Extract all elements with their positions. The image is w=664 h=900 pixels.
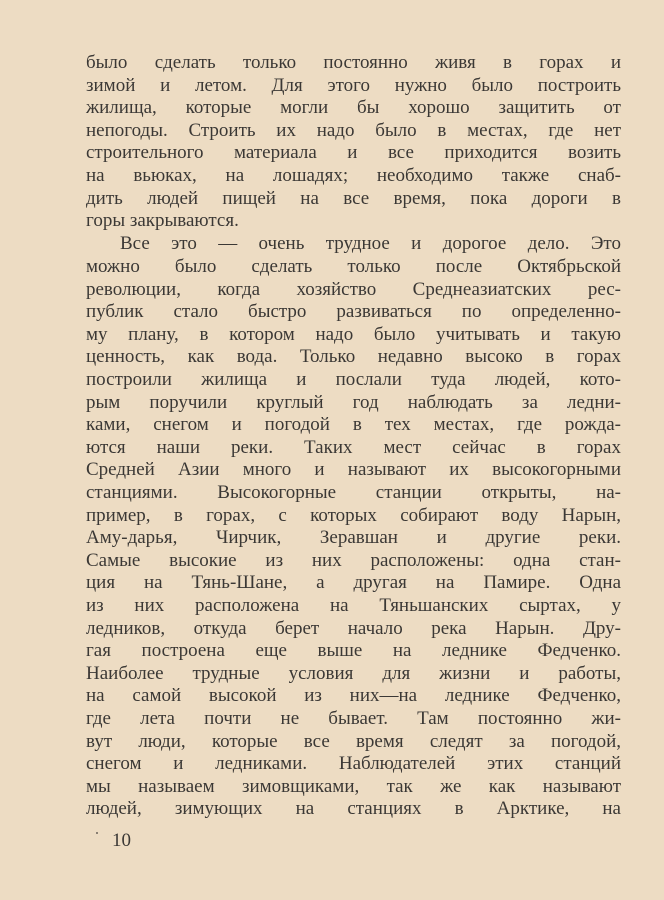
text-line: можно было сделать только после Октябрьской <box>86 256 621 278</box>
text-line: пример, в горах, с которых собирают воду Нарын, <box>86 504 621 526</box>
text-line: жилища, которые могли бы хорошо защитить от <box>86 97 621 119</box>
text-line: строительного материала и все приходится возить <box>86 142 621 164</box>
text-line: публик стало быстро развиваться по определенно- <box>86 301 621 323</box>
text-line: на вьюках, на лошадях; необходимо также снаб- <box>86 164 621 186</box>
text-line: на самой высокой из них—на леднике Федченко, <box>86 685 621 707</box>
text-line: ками, снегом и погодой в тех местах, где рожда- <box>86 414 621 436</box>
page-body <box>86 52 621 821</box>
text-line: революции, когда хозяйство Среднеазиатских рес- <box>86 278 621 300</box>
text-line: мы называем зимовщиками, так же как называют <box>86 775 621 797</box>
text-line: гая построена еще выше на леднике Федченко. <box>86 640 621 662</box>
paragraph-2 <box>86 233 621 820</box>
text-line: Средней Азии много и называют их высокогорными <box>86 459 621 481</box>
text-line: рым поручили круглый год наблюдать за ледни- <box>86 391 621 413</box>
text-line: непогоды. Строить их надо было в местах, где нет <box>86 119 621 141</box>
text-line: Самые высокие из них расположены: одна стан- <box>86 549 621 571</box>
text-line: ценность, как вода. Только недавно высоко в горах <box>86 346 621 368</box>
text-line: было сделать только постоянно живя в горах и <box>86 52 621 73</box>
text-line: Все это — очень трудное и дорогое дело. Это <box>120 233 621 255</box>
print-speck <box>96 832 98 834</box>
text-line: людей, зимующих на станциях в Арктике, на <box>86 798 621 820</box>
text-line: снегом и ледниками. Наблюдателей этих станций <box>86 753 621 775</box>
paragraph-1 <box>86 52 621 233</box>
text-line: Аму-дарья, Чирчик, Зеравшан и другие реки. <box>86 527 621 549</box>
text-line: Наиболее трудные условия для жизни и работы, <box>86 662 621 684</box>
text-line: ция на Тянь-Шане, а другая на Памире. Одна <box>86 572 621 594</box>
text-line: зимой и летом. Для этого нужно было построить <box>86 74 621 96</box>
text-line: где лета почти не бывает. Там постоянно жи- <box>86 707 621 729</box>
text-line: станциями. Высокогорные станции открыты, на- <box>86 481 621 503</box>
text-line: вут люди, которые все время следят за погодой, <box>86 730 621 752</box>
text-line: из них расположена на Тяньшанских сыртах, у <box>86 594 621 616</box>
text-line: му плану, в котором надо было учитывать и такую <box>86 323 621 345</box>
text-line: построили жилища и послали туда людей, кото- <box>86 369 621 390</box>
text-line: горы закрываются. <box>86 210 239 232</box>
text-line: дить людей пищей на все время, пока дороги в <box>86 187 621 209</box>
text-line: ледников, откуда берет начало река Нарын. Дру- <box>86 617 621 639</box>
text-line: ются наши реки. Таких мест сейчас в горах <box>86 436 621 458</box>
page-number: 10 <box>112 830 131 851</box>
